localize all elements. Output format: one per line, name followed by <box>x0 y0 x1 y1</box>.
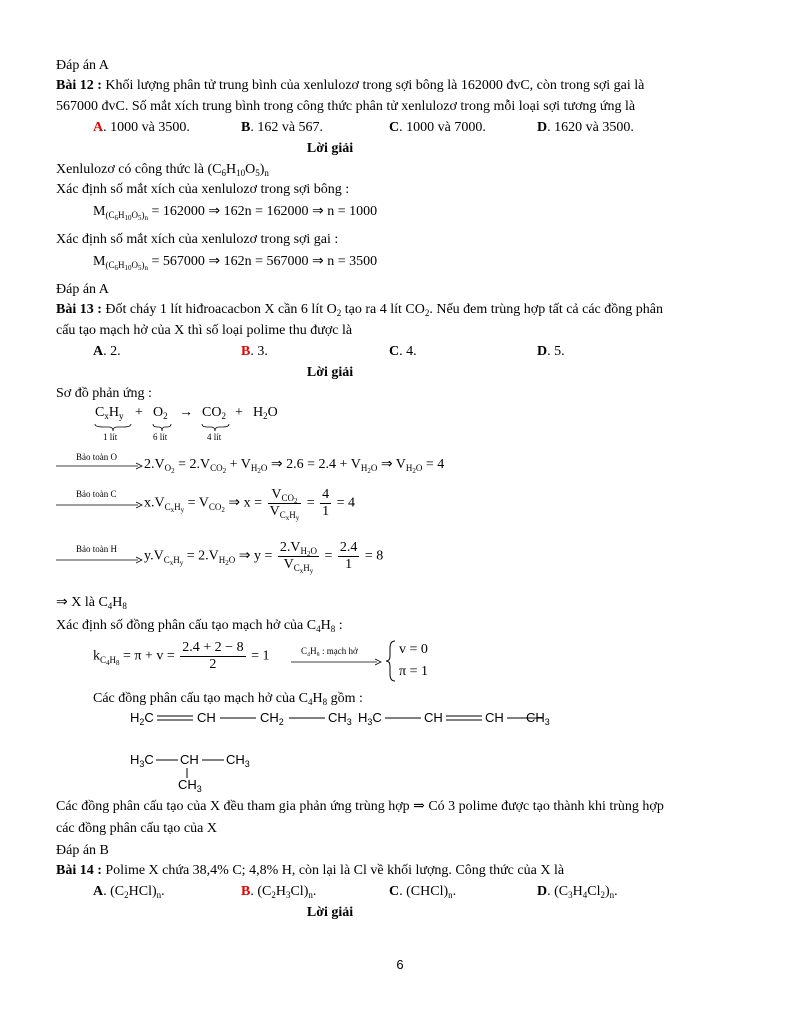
option-text: . 2. <box>103 344 121 359</box>
option-letter: B <box>241 884 251 899</box>
double-bond <box>155 714 195 722</box>
solution-text-span: Các đồng phân cấu tạo mạch hở của C <box>93 691 308 706</box>
volume-label: 6 lít <box>153 432 168 442</box>
answer-line: Đáp án B <box>56 843 109 858</box>
problem-text: Đốt cháy 1 lít hiđroacacbon X cần 6 lít O <box>101 302 337 317</box>
solution-heading: Lời giải <box>306 365 354 380</box>
option-text: . 162 và 567. <box>250 120 324 135</box>
option-d <box>537 343 565 361</box>
option-c <box>389 119 486 137</box>
answer-line: Đáp án A <box>56 282 109 297</box>
single-bond <box>218 714 258 722</box>
single-bond <box>287 714 327 722</box>
option-text: . 1000 và 3500. <box>103 120 190 135</box>
option-letter: C <box>389 344 400 359</box>
equation-text: = 567000 ⇒ 162n = 567000 ⇒ n = 3500 <box>151 254 378 269</box>
option-letter: C <box>389 884 400 899</box>
reaction-scheme: $C_xH_y$ + $O_2$ → $CO_2$ + $H_2O$ 1 lít 6 lít 4 lít <box>95 405 278 442</box>
solution-heading: Lời giải <box>306 141 354 156</box>
equation-text: = 162000 ⇒ 162n = 162000 ⇒ n = 1000 <box>151 204 378 219</box>
option-letter: D <box>537 884 548 899</box>
arrow-icon <box>56 501 144 509</box>
isomer-1-2: $H_2C$ CH $CH_2$ $CH_3$ $H_3C$ CH CH $CH_3$ <box>130 710 550 727</box>
option-b <box>241 343 268 361</box>
option-a <box>93 119 190 137</box>
result-line: ⇒ X là $C_4H_8$ <box>56 595 127 611</box>
option-d <box>537 119 634 137</box>
problem-12-title: Bài 12 : <box>56 78 102 93</box>
problem-14-title: Bài 14 : <box>56 863 102 878</box>
option-text: . 5. <box>547 344 565 359</box>
volume-label: 1 lít <box>103 432 118 442</box>
brace-icon <box>385 640 397 682</box>
solution-text: Xenlulozơ có công thức là $(C_6H_{10}O_5)_n$ <box>56 162 269 178</box>
problem-14-text <box>56 862 564 880</box>
solution-text: Các đồng phân cấu tạo mạch hở của $C_4H_8$ gồm : <box>93 691 363 707</box>
option-b: B. $(C_2H_3Cl)_n$. <box>241 884 317 900</box>
option-b <box>241 119 323 137</box>
option-text: . 3. <box>250 344 268 359</box>
arrow-icon <box>56 462 144 470</box>
option-a <box>93 343 121 361</box>
solution-text: Xác định số mắt xích của xenlulozơ trong sợi gai : <box>56 232 339 247</box>
option-letter: A <box>93 120 104 135</box>
option-text: . 1620 và 3500. <box>547 120 634 135</box>
solution-heading: Lời giải <box>306 905 354 920</box>
arrow-icon <box>56 556 144 564</box>
solution-text-span: Xác định số đồng phân cấu tạo mạch hở của C <box>56 618 317 633</box>
option-letter: D <box>537 344 548 359</box>
problem-text: . Nếu đem trùng hợp tất cả các đồng phân <box>429 302 663 317</box>
option-c <box>389 343 417 361</box>
solution-text: các đồng phân cấu tạo của X <box>56 821 217 836</box>
option-letter: B <box>241 120 251 135</box>
arrow-label: Bảo toàn O <box>76 452 117 462</box>
single-bond <box>200 756 226 764</box>
arrow-label: C₄H₈ : mạch hở <box>301 646 358 656</box>
option-c: C. $(CHCl)_n$. <box>389 884 457 900</box>
option-letter: A <box>93 884 104 899</box>
option-text: . 1000 và 7000. <box>399 120 486 135</box>
single-bond <box>383 714 423 722</box>
option-letter: B <box>241 344 251 359</box>
result-text: ⇒ X là C <box>56 595 108 610</box>
equation: $M_{(C_6H_{10}O_5)_n} = 567000$ ⇒ 162n = 567000 ⇒ n = 3500 <box>93 254 378 272</box>
solution-text: Xác định số mắt xích của xenlulozơ trong sợi bông : <box>56 182 350 197</box>
problem-13-title: Bài 13 : <box>56 302 102 317</box>
option-letter: C <box>389 120 400 135</box>
solution-text: Các đồng phân cấu tạo của X đều tham gia phản ứng trùng hợp ⇒ Có 3 polime được tạo thành khi trùng hợp <box>56 799 664 814</box>
problem-text: Polime X chứa 38,4% C; 4,8% H, còn lại là Cl về khối lượng. Công thức của X là <box>101 863 565 878</box>
problem-13-text-2: cấu tạo mạch hở của X thì số loại polime thu được là <box>56 323 353 338</box>
equation-bt-c: Bảo toàn C $x.V_{C_xH_y} = V_{CO_2}$ ⇒ x = $\frac{V_{CO_2}}{V_{C_xH_y}}$ = $\frac{4}{1}$ = 4 <box>56 487 556 533</box>
option-text: . 4. <box>399 344 417 359</box>
single-bond <box>154 756 180 764</box>
option-a: A. $(C_2HCl)_n$. <box>93 884 165 900</box>
equation-bt-h: Bảo toàn H $y.V_{C_xH_y} = 2.V_{H_2O}$ ⇒ y = $\frac{2.V_{H_2O}}{V_{C_xH_y}}$ = $\frac{2.4}{1}$ = 8 <box>56 538 556 588</box>
equation-k: $k_{C_4H_8} = \pi + v$ = $\frac{2.4 + 2 - 8}{2}$ = 1 C₄H₈ : mạch hở v = 0 π = 1 <box>93 638 493 686</box>
volume-label: 4 lít <box>207 432 222 442</box>
arrow-icon <box>291 658 383 666</box>
problem-13-text: Bài 13 : Đốt cháy 1 lít hiđroacacbon X cần 6 lít $O_2$ tạo ra 4 lít $CO_2$. Nếu đem trùng hợp tất cả các đồng phân <box>56 302 663 318</box>
answer-line: Đáp án A <box>56 58 109 73</box>
solution-text-span: gồm : <box>327 691 363 706</box>
problem-text: tạo ra 4 lít CO <box>341 302 425 317</box>
arrow-label: Bảo toàn C <box>76 489 117 499</box>
option-letter: A <box>93 344 104 359</box>
arrow-label: Bảo toàn H <box>76 544 117 554</box>
equation-bt-o: Bảo toàn O $2.V_{O_2} = 2.V_{CO_2} + V_{H_2O}$ ⇒ $2.6 = 2.4 + V_{H_2O}$ ⇒ $V_{H_2O} = 4$ <box>56 452 556 478</box>
solution-text: Xác định số đồng phân cấu tạo mạch hở của $C_4H_8$ : <box>56 618 343 634</box>
solution-text: Sơ đồ phản ứng : <box>56 386 152 401</box>
problem-12-text-2: 567000 đvC. Số mắt xích trung bình trong công thức phân tử xenlulozơ trong mỗi loại sợi tương ứng là <box>56 99 636 114</box>
isomer-3: $H_3C$ CH $CH_3$ $CH_3$ <box>130 752 250 794</box>
option-d: D. $(C_3H_4Cl_2)_n$. <box>537 884 618 900</box>
option-letter: D <box>537 120 548 135</box>
page-number: 6 <box>396 957 404 972</box>
double-bond <box>444 714 484 722</box>
formula-text: Xenlulozơ có công thức là (C <box>56 162 222 177</box>
problem-12-text <box>56 77 644 95</box>
equation: $M_{(C_6H_{10}O_5)_n} = 162000$ ⇒ 162n = 162000 ⇒ n = 1000 <box>93 204 378 222</box>
problem-text: Khối lượng phân tử trung bình của xenlulozơ trong sợi bông là 162000 đvC, còn trong sợi gai là <box>101 78 645 93</box>
